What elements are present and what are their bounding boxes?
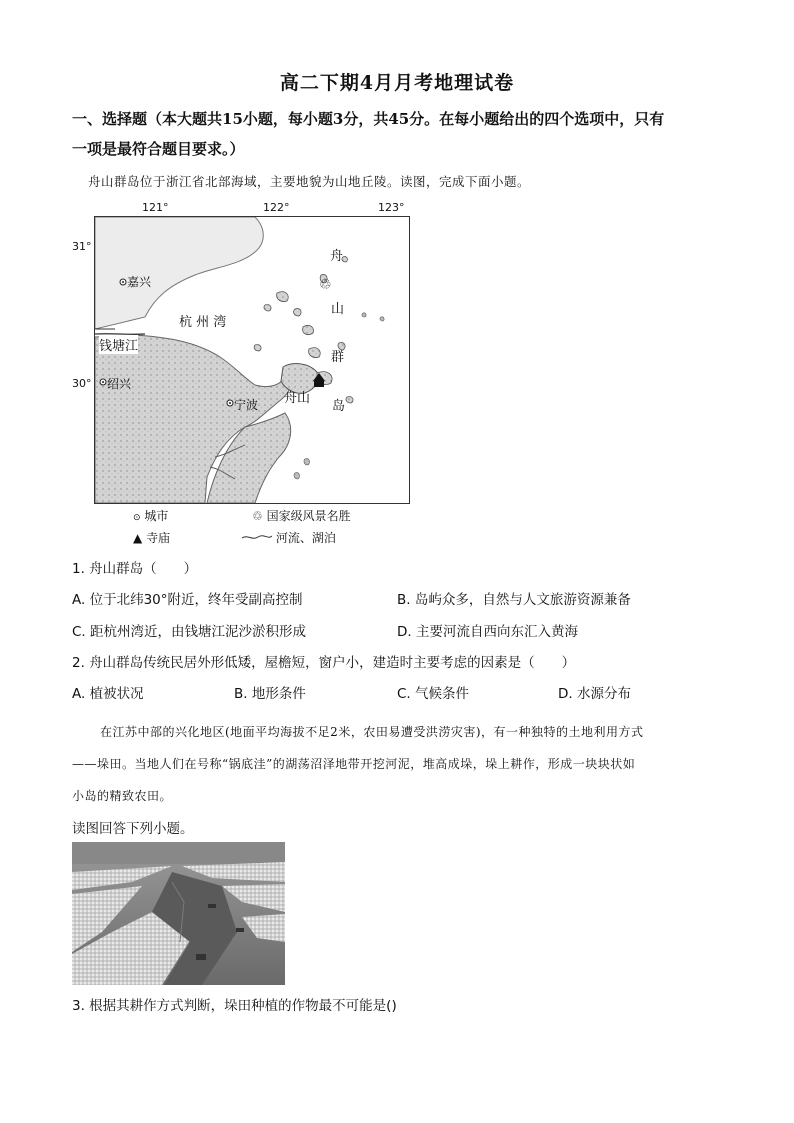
duotian-photo-graphic xyxy=(72,842,285,985)
intro-text: 舟山群岛位于浙江省北部海域，主要地貌为山地丘陵。读图，完成下面小题。 xyxy=(88,174,531,189)
q1-option-b[interactable]: B. 岛屿众多，自然与人文旅游资源兼备 xyxy=(397,592,631,608)
read-prompt: 读图回答下列小题。 xyxy=(72,821,194,837)
q1-option-c[interactable]: C. 距杭州湾近，由钱塘江泥沙淤积形成 xyxy=(72,624,307,640)
legend-river xyxy=(242,529,336,546)
legend-city-label: 城市 xyxy=(144,509,169,523)
label-qun: 群 xyxy=(331,350,345,365)
q1-option-d[interactable]: D. 主要河流自西向东汇入黄海 xyxy=(397,624,578,640)
section-heading-line2: 一项是最符合题目要求。） xyxy=(72,140,245,158)
lat-label-30: 30° xyxy=(72,377,92,390)
passage-line1: 在江苏中部的兴化地区(地面平均海拔不足2米，农田易遭受洪涝灾害)，有一种独特的土地利用方式 xyxy=(100,725,644,739)
temple-legend-icon: ▲ xyxy=(133,531,143,545)
label-dao: 岛 xyxy=(332,399,346,414)
label-shaoxing: 绍兴 xyxy=(107,377,132,391)
scenic-legend-icon: ♲ xyxy=(252,509,263,523)
passage-line2: ——垛田。当地人们在号称“锅底洼”的湖荡沼泽地带开挖河泥，堆高成垛，垛上耕作，形成一块块状如 xyxy=(72,757,636,771)
lat-label-31: 31° xyxy=(72,240,92,253)
map-graphic xyxy=(95,217,409,503)
q2-option-a[interactable]: A. 植被状况 xyxy=(72,686,144,702)
q2-stem: 2. 舟山群岛传统民居外形低矮，屋檐短，窗户小，建造时主要考虑的因素是（ ） xyxy=(72,655,576,671)
label-jiaxing: 嘉兴 xyxy=(127,275,152,289)
lon-label-121: 121° xyxy=(142,201,169,214)
lon-label-123: 123° xyxy=(378,201,405,214)
legend-temple xyxy=(133,529,170,546)
passage-line3: 小岛的精致农田。 xyxy=(72,789,173,803)
legend-scenic xyxy=(252,507,351,524)
label-shan: 山 xyxy=(331,302,345,317)
river-legend-icon xyxy=(242,532,272,542)
section-heading-line1: 一、选择题（本大题共15小题，每小题3分，共45分。在每小题给出的四个选项中，只有 xyxy=(72,110,665,128)
city-legend-icon: ⊙ xyxy=(133,513,141,523)
q2-option-d[interactable]: D. 水源分布 xyxy=(558,686,631,702)
label-zhou: 舟 xyxy=(330,249,344,264)
label-hangzhouwan: 杭 州 湾 xyxy=(179,315,227,330)
legend-river-label: 河流、湖泊 xyxy=(275,531,336,545)
zhoushan-map xyxy=(94,216,410,504)
legend-city xyxy=(133,507,168,524)
label-ningbo: 宁波 xyxy=(234,398,259,412)
label-qiantangjiang: 钱塘江 xyxy=(99,335,138,354)
legend-scenic-label: 国家级风景名胜 xyxy=(266,509,351,523)
q1-stem: 1. 舟山群岛（ ） xyxy=(72,561,198,577)
duotian-photo xyxy=(72,842,285,985)
q2-option-b[interactable]: B. 地形条件 xyxy=(234,686,306,702)
lon-label-122: 122° xyxy=(263,201,290,214)
q1-option-a[interactable]: A. 位于北纬30°附近，终年受副高控制 xyxy=(72,592,303,608)
legend-temple-label: 寺庙 xyxy=(146,531,171,545)
label-zhoushan: 舟山 xyxy=(284,391,311,406)
q3-stem: 3. 根据其耕作方式判断，垛田种植的作物最不可能是() xyxy=(72,998,397,1014)
q2-option-c[interactable]: C. 气候条件 xyxy=(397,686,470,702)
page-title: 高二下期4月月考地理试卷 xyxy=(279,72,515,94)
scenic-symbol-icon: ♲ xyxy=(319,277,332,293)
